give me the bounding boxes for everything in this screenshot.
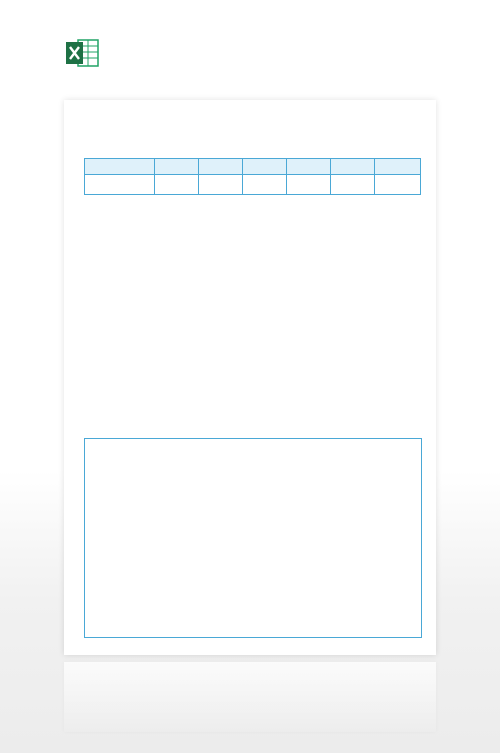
pie-of-pie-chart (85, 439, 421, 637)
sheet-reflection (64, 662, 436, 732)
chart-area (84, 438, 422, 638)
table-cell (287, 175, 331, 195)
column-header (375, 159, 421, 175)
header (0, 0, 500, 92)
table-cell (155, 175, 199, 195)
table-cell (243, 175, 287, 195)
column-header (155, 159, 199, 175)
table-cell (331, 175, 375, 195)
document-sheet (64, 100, 436, 655)
column-header (199, 159, 243, 175)
column-header (331, 159, 375, 175)
table-cell (375, 175, 421, 195)
excel-icon (66, 38, 100, 68)
column-header (85, 159, 155, 175)
table-header-row (85, 159, 421, 175)
grand-total-row (85, 175, 421, 195)
column-header (287, 159, 331, 175)
budget-table (84, 158, 421, 195)
column-header (243, 159, 287, 175)
table-cell (199, 175, 243, 195)
row-label (85, 175, 155, 195)
